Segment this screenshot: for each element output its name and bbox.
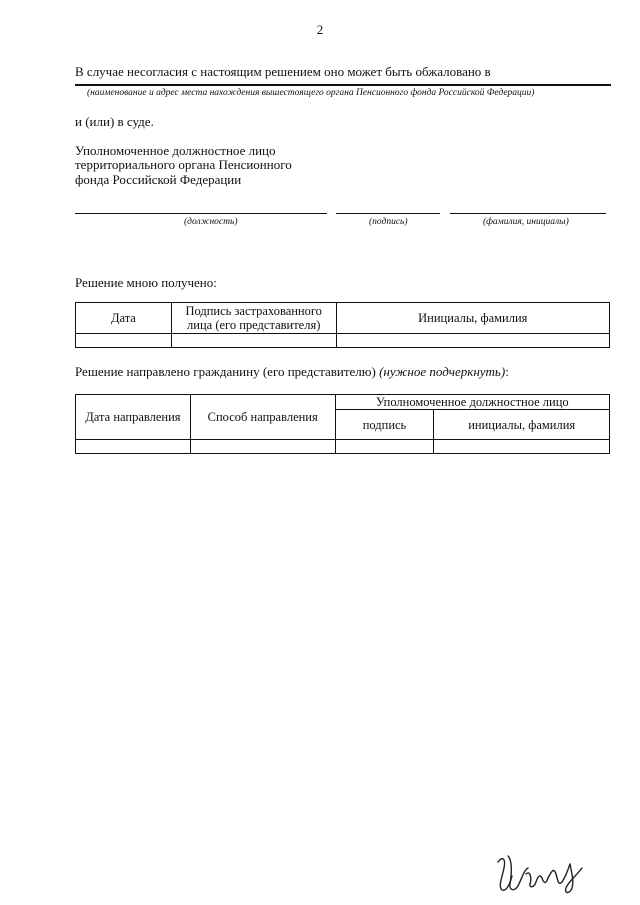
received-header-row: [76, 303, 610, 334]
received-col-signature-line1: Подпись застрахованного: [185, 304, 322, 318]
position-line: [75, 213, 327, 214]
court-text: и (или) в суде.: [75, 114, 154, 129]
received-col-signature-line2: лица (его представителя): [187, 318, 321, 332]
page-number: 2: [316, 22, 324, 37]
sent-title: [75, 364, 509, 380]
sent-col-signature: подпись: [335, 410, 434, 440]
sent-col-official: Уполномоченное должностное лицо: [335, 395, 609, 410]
received-empty-row: [76, 334, 610, 348]
handwritten-signature: [492, 848, 588, 896]
appeal-text: В случае несогласия с настоящим решением оно может быть обжаловано в: [75, 64, 491, 79]
appeal-authority-line: [75, 84, 611, 86]
sent-col-date: Дата направления: [76, 395, 191, 440]
official-line-3: фонда Российской Федерации: [75, 172, 242, 187]
sent-table: [75, 394, 610, 454]
sent-col-method: Способ направления: [190, 395, 335, 440]
sent-signature-cell: [335, 440, 434, 454]
received-date-cell: [76, 334, 172, 348]
received-col-signature: [171, 303, 336, 334]
received-table: [75, 302, 610, 348]
signature-line: [336, 213, 440, 214]
sent-title-hint: (нужное подчеркнуть): [379, 364, 506, 379]
received-col-name: Инициалы, фамилия: [336, 303, 609, 334]
name-hint: (фамилия, инициалы): [483, 217, 569, 227]
signature-hint: (подпись): [369, 217, 408, 227]
sent-header-row-1: [76, 395, 610, 410]
received-col-date: Дата: [76, 303, 172, 334]
official-line-2: территориального органа Пенсионного: [75, 157, 292, 172]
received-name-cell: [336, 334, 609, 348]
appeal-authority-hint: (наименование и адрес места нахождения вышестоящего органа Пенсионного фонда Российской Федерации): [87, 88, 535, 98]
received-signature-cell: [171, 334, 336, 348]
sent-col-name: инициалы, фамилия: [434, 410, 610, 440]
received-title: Решение мною получено:: [75, 275, 217, 290]
sent-title-text: Решение направлено гражданину (его представителю): [75, 364, 376, 379]
sent-name-cell: [434, 440, 610, 454]
official-line-1: Уполномоченное должностное лицо: [75, 143, 276, 158]
sent-method-cell: [190, 440, 335, 454]
sent-date-cell: [76, 440, 191, 454]
sent-empty-row: [76, 440, 610, 454]
sent-title-end: :: [505, 364, 509, 379]
position-hint: (должность): [184, 217, 238, 227]
name-line: [450, 213, 606, 214]
